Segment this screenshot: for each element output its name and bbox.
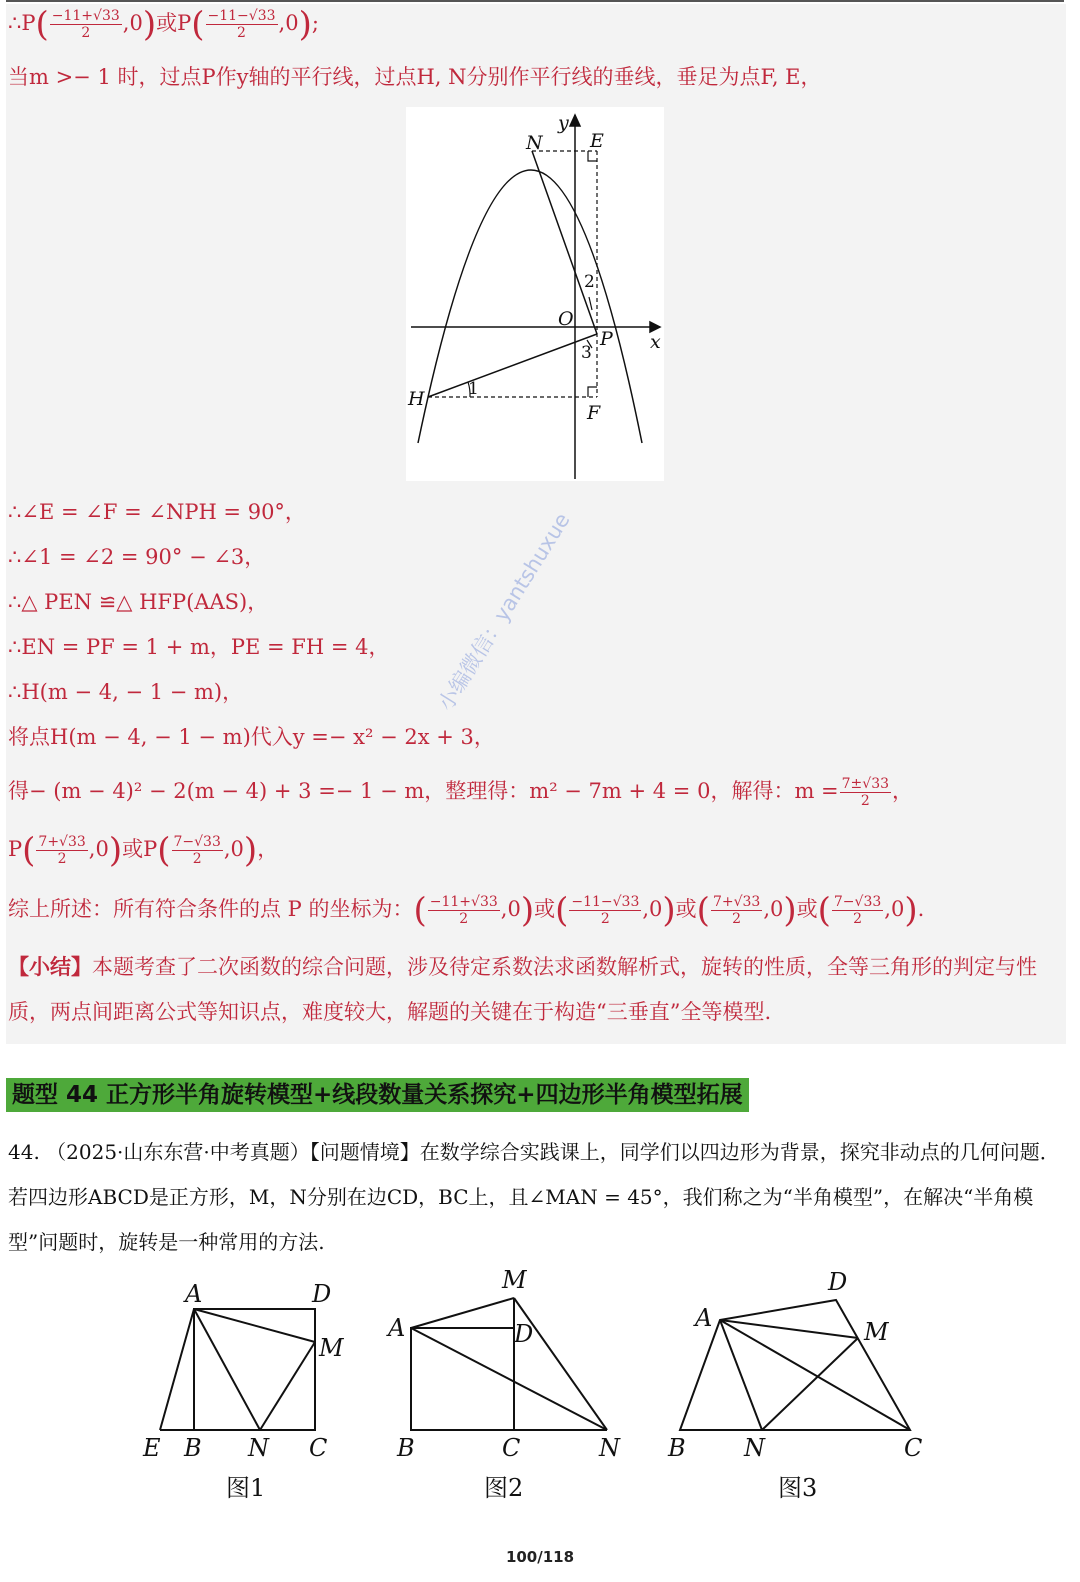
final-answer-line	[8, 890, 925, 931]
step-line: ∴H(m − 4, − 1 − m)，	[8, 680, 244, 704]
text: P	[8, 837, 23, 861]
fig1-an	[194, 1309, 260, 1430]
fig2-am	[411, 1298, 514, 1328]
text: 或P	[122, 837, 158, 861]
paren: (	[413, 890, 427, 931]
fraction	[840, 776, 891, 809]
step-line: 将点H(m − 4, − 1 − m)代入y =− x² − 2x + 3，	[8, 725, 495, 749]
paren: (	[817, 890, 831, 931]
frac-num: −11+√33	[51, 8, 120, 24]
text: ,0	[884, 897, 905, 921]
summary-tag: 【小结】	[8, 954, 92, 979]
fig1-label-e: E	[143, 1434, 161, 1462]
frac-num: −11+√33	[429, 894, 498, 910]
fig3-label-m: M	[864, 1318, 889, 1346]
text: ，	[892, 779, 914, 803]
fig1-ae	[160, 1309, 194, 1430]
y-arrow	[570, 115, 580, 126]
frac-num: −11−√33	[207, 8, 276, 24]
solution-line-2: 当m >− 1 时，过点P作y轴的平行线，过点H, N分别作平行线的垂线，垂足为点F, E，	[8, 65, 822, 89]
text: ，	[257, 837, 279, 861]
label-f: F	[587, 402, 601, 424]
fig1-nm	[260, 1342, 315, 1430]
label-e: E	[590, 130, 604, 152]
frac-num: 7−√33	[173, 834, 221, 850]
parabola-graph	[406, 107, 664, 481]
text: ,0	[278, 11, 299, 35]
paren: (	[191, 4, 205, 45]
paren: (	[22, 830, 36, 871]
label-o: O	[558, 308, 574, 330]
solution-line-p-coords-2	[8, 830, 279, 871]
problem-statement: 44. （2025·山东东营·中考真题）【问题情境】在数学综合实践课上，同学们以四边形为背景，探究非动点的几何问题．若四边形ABCD是正方形，M，N分别在边CD，BC上，且∠MAN = 45°，我们称之为“半角模型”，在解决“半角模型”问题时，旋转是一种常用的方法.	[8, 1140, 1060, 1254]
fig3-label-c: C	[904, 1434, 923, 1462]
frac-num: 7+√33	[38, 834, 86, 850]
right-angle-f	[588, 387, 597, 397]
frac-num: 7−√33	[833, 894, 882, 910]
fig1-label-d: D	[312, 1280, 332, 1308]
fraction	[172, 834, 223, 867]
fig2-label-c: C	[502, 1434, 521, 1462]
frac-num: 7+√33	[712, 894, 761, 910]
fig2-square	[411, 1328, 514, 1430]
paren: )	[142, 4, 157, 45]
summary-paragraph	[8, 944, 1058, 1035]
paren: (	[555, 890, 569, 931]
frac-den: 2	[853, 911, 863, 927]
fig2-an	[411, 1328, 607, 1430]
solution-line-p-coords-1	[8, 4, 319, 45]
paren: )	[520, 890, 535, 931]
text: ,0	[642, 897, 663, 921]
text: .	[917, 897, 925, 921]
fig2-label-a: A	[388, 1314, 406, 1342]
frac-den: 2	[57, 851, 67, 867]
step-line: ∴∠1 = ∠2 = 90° − ∠3，	[8, 545, 266, 569]
top-rule	[6, 0, 1064, 2]
fig2-label-m: M	[502, 1266, 527, 1294]
fraction	[569, 894, 641, 927]
text: ,0	[763, 897, 784, 921]
fig3-am	[720, 1320, 858, 1338]
label-x: x	[650, 331, 661, 353]
text: ,0	[500, 897, 521, 921]
segment-np	[532, 151, 597, 334]
fig1-label-a: A	[185, 1280, 203, 1308]
step-line: ∴EN = PF = 1 + m，PE = FH = 4，	[8, 635, 390, 659]
text: 或	[534, 897, 556, 921]
label-h: H	[408, 388, 425, 410]
fig3-label-b: B	[668, 1434, 686, 1462]
label-y: y	[558, 112, 569, 134]
label-angle-3: 3	[581, 343, 592, 363]
frac-den: 2	[860, 793, 870, 809]
step-line: ∴△ PEN ≌△ HFP(AAS)，	[8, 590, 269, 614]
fig1-caption: 图1	[226, 1474, 266, 1502]
solve-line	[8, 776, 913, 809]
text: 或	[675, 897, 697, 921]
frac-den: 2	[459, 911, 469, 927]
frac-num: −11−√33	[571, 894, 640, 910]
fig1-label-b: B	[184, 1434, 202, 1462]
fig1-label-m: M	[319, 1334, 344, 1362]
paren: )	[243, 830, 258, 871]
fig3-an	[720, 1320, 762, 1430]
angle-mark-2	[589, 297, 592, 310]
text: 或P	[156, 11, 192, 35]
fig2-label-b: B	[397, 1434, 415, 1462]
fig1-am	[194, 1309, 315, 1342]
fraction	[428, 894, 500, 927]
fig1-label-c: C	[309, 1434, 328, 1462]
label-n: N	[526, 132, 543, 154]
text: 得− (m − 4)² − 2(m − 4) + 3 =− 1 − m，整理得：m² − 7m + 4 = 0，解得：m =	[8, 779, 839, 803]
fig2-mn	[514, 1298, 607, 1430]
fig3-label-a: A	[695, 1304, 713, 1332]
frac-den: 2	[81, 25, 91, 41]
summary-text: 本题考查了二次函数的综合问题，涉及待定系数法求函数解析式，旋转的性质，全等三角形的判定与性质，两点间距离公式等知识点，难度较大，解题的关键在于构造“三垂直”全等模型.	[8, 955, 1037, 1024]
fig3-label-d: D	[828, 1268, 848, 1296]
text: 或	[796, 897, 818, 921]
text: ∴P	[8, 11, 36, 35]
fraction	[832, 894, 883, 927]
paren: )	[783, 890, 797, 931]
frac-den: 2	[237, 25, 246, 41]
watermark: 小编微信：yantshuxue	[433, 508, 575, 715]
fig1-label-n: N	[248, 1434, 269, 1462]
fraction	[50, 8, 122, 41]
frac-den: 2	[192, 851, 202, 867]
text: ;	[311, 11, 319, 35]
frac-num: 7±√33	[841, 776, 890, 792]
paren: (	[696, 890, 710, 931]
right-angle-e	[588, 151, 597, 161]
fig2-caption: 图2	[484, 1474, 524, 1502]
fig3-caption: 图3	[778, 1474, 818, 1502]
fig2-label-d: D	[514, 1320, 534, 1348]
text: 综上所述：所有符合条件的点 P 的坐标为：	[8, 897, 414, 921]
figures	[0, 1262, 1080, 1512]
segment-hp	[428, 334, 597, 397]
label-angle-2: 2	[584, 272, 595, 292]
fig3-label-n: N	[744, 1434, 765, 1462]
fraction	[36, 834, 87, 867]
paren: )	[662, 890, 676, 931]
frac-den: 2	[600, 911, 610, 927]
paren: (	[35, 4, 49, 45]
fraction	[711, 894, 762, 927]
page-number: 100/118	[505, 1548, 575, 1566]
paren: )	[904, 890, 918, 931]
step-line: ∴∠E = ∠F = ∠NPH = 90°，	[8, 500, 306, 524]
text: ,0	[88, 837, 109, 861]
text: ,0	[122, 11, 143, 35]
label-angle-1: 1	[468, 379, 479, 399]
figures-svg	[0, 1262, 1080, 1512]
fig2-label-n: N	[599, 1434, 620, 1462]
fraction	[206, 8, 278, 41]
section-heading: 题型 44 正方形半角旋转模型+线段数量关系探究+四边形半角模型拓展	[6, 1078, 749, 1112]
parabola-curve	[418, 170, 642, 443]
paren: )	[108, 830, 123, 871]
paren: )	[298, 4, 312, 45]
text: ,0	[223, 837, 244, 861]
paren: (	[157, 830, 171, 871]
label-p: P	[600, 328, 613, 350]
frac-den: 2	[732, 911, 742, 927]
parabola-svg	[406, 107, 664, 481]
